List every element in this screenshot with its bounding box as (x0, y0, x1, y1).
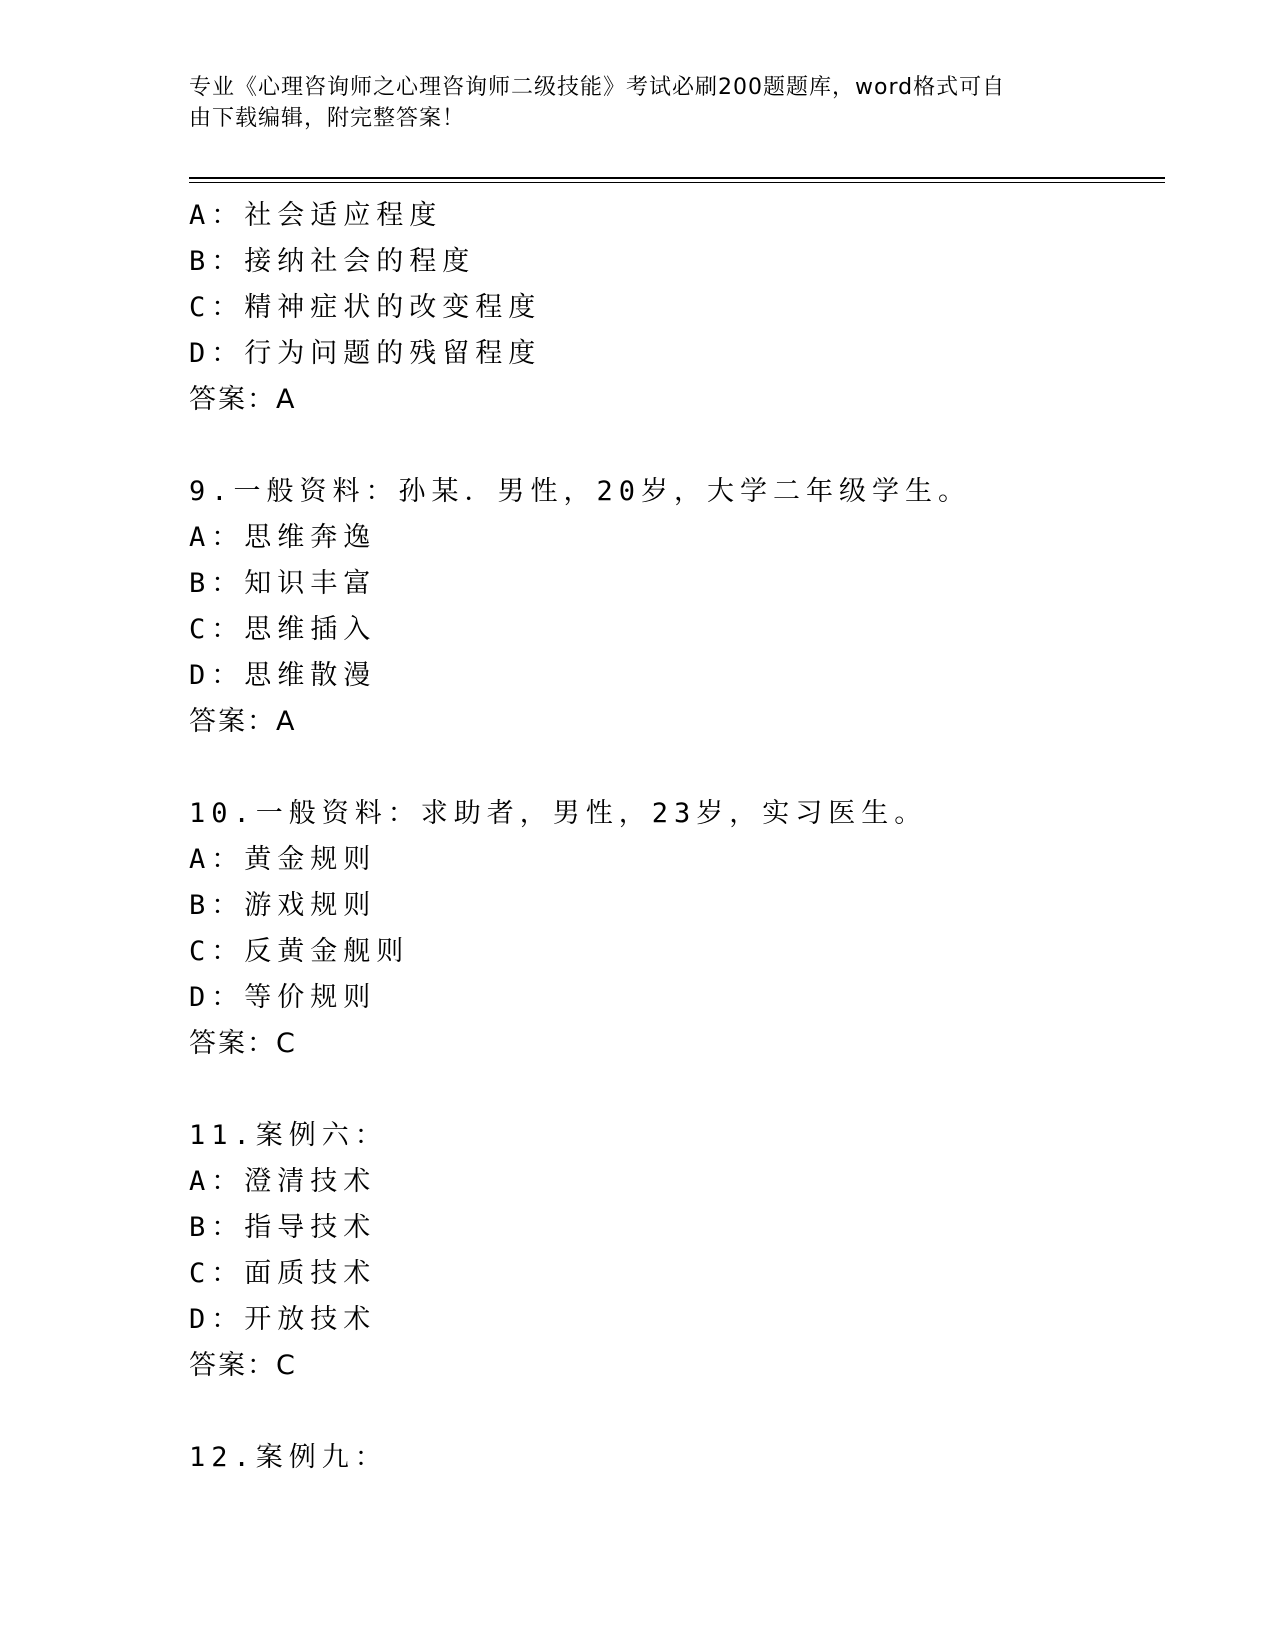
option-a: A：黄金规则 (189, 844, 377, 875)
option-a: A：澄清技术 (189, 1166, 377, 1197)
option-b: B：接纳社会的程度 (189, 246, 476, 277)
spacer (189, 423, 1165, 469)
question-block (189, 469, 1165, 745)
option-c: C：反黄金舰则 (189, 936, 410, 967)
option-d: D：思维散漫 (189, 660, 377, 691)
header-line-1: 专业《心理咨询师之心理咨询师二级技能》考试必刷200题题库，word格式可自 (189, 75, 1006, 100)
header-divider-thick (189, 177, 1165, 179)
option-d: D：开放技术 (189, 1304, 377, 1335)
question-block (189, 1435, 1165, 1481)
option-c: C：思维插入 (189, 614, 377, 645)
document-header (189, 72, 1089, 134)
header-line-2: 由下载编辑，附完整答案！ (189, 106, 466, 131)
question-block (189, 791, 1165, 1067)
option-c: C：精神症状的改变程度 (189, 292, 542, 323)
spacer (189, 1067, 1165, 1113)
option-a: A：社会适应程度 (189, 200, 443, 231)
answer: 答案：C (189, 1028, 297, 1059)
option-b: B：游戏规则 (189, 890, 377, 921)
header-divider-thin (189, 182, 1165, 183)
question-text: 12.案例九： (189, 1442, 388, 1473)
answer: 答案：A (189, 384, 297, 415)
spacer (189, 1389, 1165, 1435)
option-b: B：指导技术 (189, 1212, 377, 1243)
question-text: 9.一般资料：孙某．男性，20岁，大学二年级学生。 (189, 476, 972, 507)
answer: 答案：C (189, 1350, 297, 1381)
question-block (189, 1113, 1165, 1389)
option-c: C：面质技术 (189, 1258, 377, 1289)
option-d: D：等价规则 (189, 982, 377, 1013)
question-text: 10.一般资料：求助者，男性，23岁，实习医生。 (189, 798, 928, 829)
option-a: A：思维奔逸 (189, 522, 377, 553)
answer: 答案：A (189, 706, 297, 737)
option-b: B：知识丰富 (189, 568, 377, 599)
question-text: 11.案例六： (189, 1120, 388, 1151)
spacer (189, 745, 1165, 791)
question-block (189, 193, 1165, 423)
question-list (189, 193, 1165, 1481)
option-d: D：行为问题的残留程度 (189, 338, 542, 369)
